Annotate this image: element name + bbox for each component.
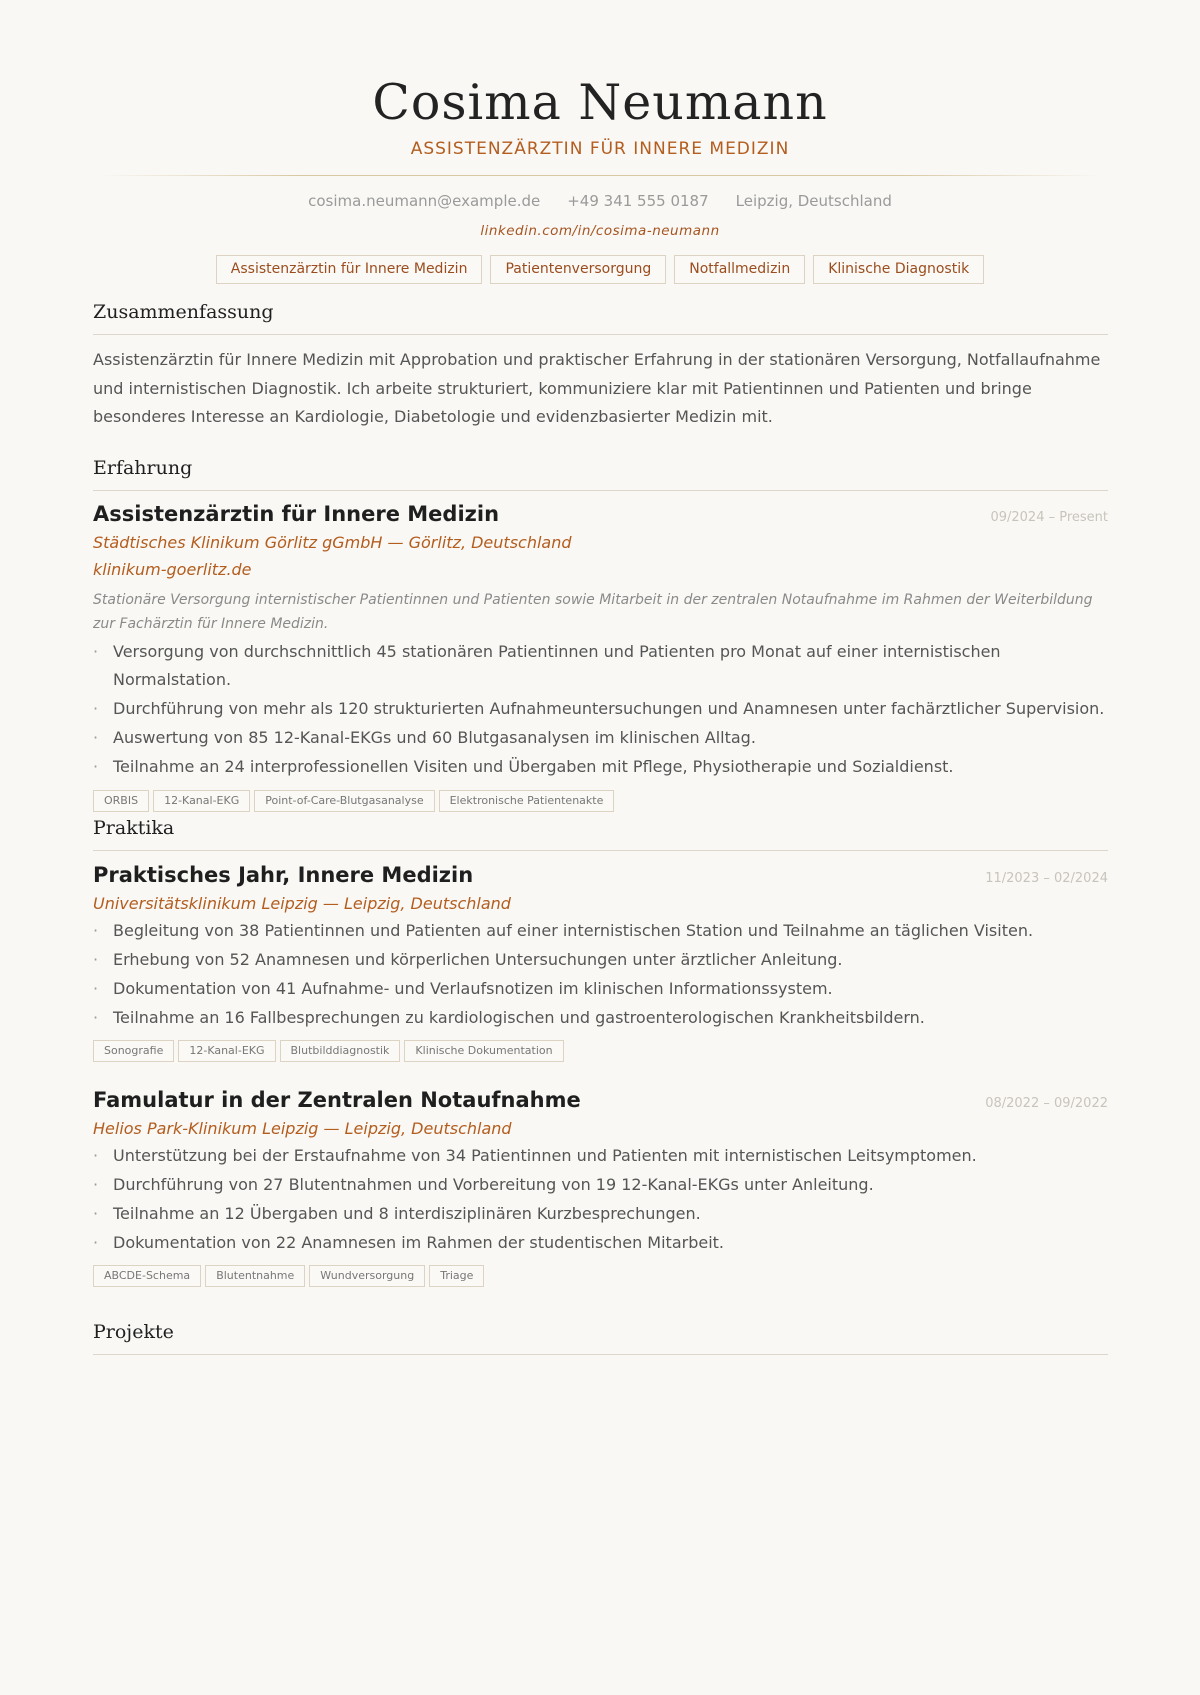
job-organization: Städtisches Klinikum Görlitz gGmbH — Görlitz, Deutschland [93, 533, 572, 553]
section-heading-experience: Erfahrung [93, 457, 1108, 491]
skill-chip: 12-Kanal-EKG [178, 1040, 275, 1062]
internship-organization: Universitätsklinikum Leipzig — Leipzig, Deutschland [93, 894, 511, 914]
contact-row [0, 192, 1200, 210]
list-item: · Auswertung von 85 12-Kanal-EKGs und 60 Blutgasanalysen im klinischen Alltag. [93, 724, 1108, 753]
summary-text: Assistenzärztin für Innere Medizin mit Approbation und praktischer Erfahrung in der stationären Versorgung, Notfallaufnahme und internistischen Diagnostik. Ich arbeite strukturiert, kommuniziere klar mit Patientinnen und Patienten und bringe besonderes Interesse an Kardiologie, Diabetologie und evidenzbasierter Medizin mit. [93, 350, 1101, 426]
header-divider [100, 175, 1100, 176]
skill-chip: 12-Kanal-EKG [153, 790, 250, 812]
list-item: · Erhebung von 52 Anamnesen und körperlichen Untersuchungen unter ärztlicher Anleitung. [93, 946, 1108, 975]
location-text: Leipzig, Deutschland [735, 192, 892, 210]
header-tag: Assistenzärztin für Innere Medizin [216, 255, 483, 284]
candidate-name: Cosima Neumann [372, 74, 828, 131]
internship-date: 11/2023 – 02/2024 [985, 871, 1108, 886]
list-item: · Teilnahme an 12 Übergaben und 8 interdisziplinären Kurzbesprechungen. [93, 1200, 1108, 1229]
list-item: · Teilnahme an 16 Fallbesprechungen zu kardiologischen und gastroenterologischen Krankheitsbildern. [93, 1004, 1108, 1033]
skill-chip: Wundversorgung [309, 1265, 425, 1287]
list-item: · Durchführung von 27 Blutentnahmen und Vorbereitung von 19 12-Kanal-EKGs unter Anleitung. [93, 1171, 1108, 1200]
header-tag: Klinische Diagnostik [813, 255, 984, 284]
skill-chip: Triage [429, 1265, 484, 1287]
header-tag: Patientenversorgung [490, 255, 666, 284]
candidate-title: ASSISTENZÄRZTIN FÜR INNERE MEDIZIN [410, 139, 790, 159]
list-item: · Durchführung von mehr als 120 strukturierten Aufnahmeuntersuchungen und Anamnesen unter fachärztlicher Supervision. [93, 695, 1108, 724]
internship-entry [93, 863, 1108, 1062]
list-item: · Unterstützung bei der Erstaufnahme von 34 Patientinnen und Patienten mit internistischen Leitsymptomen. [93, 1142, 1108, 1171]
list-item: · Versorgung von durchschnittlich 45 stationären Patientinnen und Patienten pro Monat auf einer internistischen Normalstation. [93, 638, 1108, 696]
internship-date: 08/2022 – 09/2022 [985, 1096, 1108, 1111]
section-heading-projects: Projekte [93, 1321, 1108, 1355]
header-tags [0, 255, 1200, 284]
job-date: 09/2024 – Present [990, 510, 1108, 525]
internship-organization: Helios Park-Klinikum Leipzig — Leipzig, Deutschland [93, 1119, 512, 1139]
list-item: · Teilnahme an 24 interprofessionellen Visiten und Übergaben mit Pflege, Physiotherapie und Sozialdienst. [93, 753, 1108, 782]
internship-entry [93, 1088, 1108, 1287]
section-heading-summary: Zusammenfassung [93, 301, 1108, 335]
experience-entry [93, 502, 1108, 812]
skill-chip: ABCDE-Schema [93, 1265, 201, 1287]
internship-bullets [93, 1142, 1108, 1257]
header-tag: Notfallmedizin [674, 255, 805, 284]
skill-chips [93, 790, 1108, 812]
internship-title: Famulatur in der Zentralen Notaufnahme [93, 1088, 581, 1112]
section-heading-internships: Praktika [93, 817, 1108, 851]
skill-chip: Klinische Dokumentation [404, 1040, 563, 1062]
job-description: Stationäre Versorgung internistischer Patientinnen und Patienten sowie Mitarbeit in der zentralen Notaufnahme im Rahmen der Weiterbildung zur Fachärztin für Innere Medizin. [93, 591, 1093, 632]
phone-text: +49 341 555 0187 [567, 192, 709, 210]
list-item: · Dokumentation von 41 Aufnahme- und Verlaufsnotizen im klinischen Informationssystem. [93, 975, 1108, 1004]
email-link[interactable]: cosima.neumann@example.de [308, 192, 541, 210]
skill-chip: Blutbilddiagnostik [280, 1040, 401, 1062]
list-item: · Begleitung von 38 Patientinnen und Patienten auf einer internistischen Station und Teilnahme an täglichen Visiten. [93, 917, 1108, 946]
skill-chips [93, 1265, 1108, 1287]
skill-chip: ORBIS [93, 790, 149, 812]
internship-bullets [93, 917, 1108, 1032]
skill-chip: Elektronische Patientenakte [439, 790, 615, 812]
skill-chip: Sonografie [93, 1040, 174, 1062]
job-bullets [93, 638, 1108, 782]
list-item: · Dokumentation von 22 Anamnesen im Rahmen der studentischen Mitarbeit. [93, 1229, 1108, 1258]
job-website-link[interactable]: klinikum-goerlitz.de [93, 560, 252, 580]
skill-chip: Point-of-Care-Blutgasanalyse [254, 790, 434, 812]
internship-title: Praktisches Jahr, Innere Medizin [93, 863, 474, 887]
job-title: Assistenzärztin für Innere Medizin [93, 502, 500, 526]
linkedin-link[interactable]: linkedin.com/in/cosima-neumann [480, 223, 720, 239]
skill-chip: Blutentnahme [205, 1265, 305, 1287]
skill-chips [93, 1040, 1108, 1062]
